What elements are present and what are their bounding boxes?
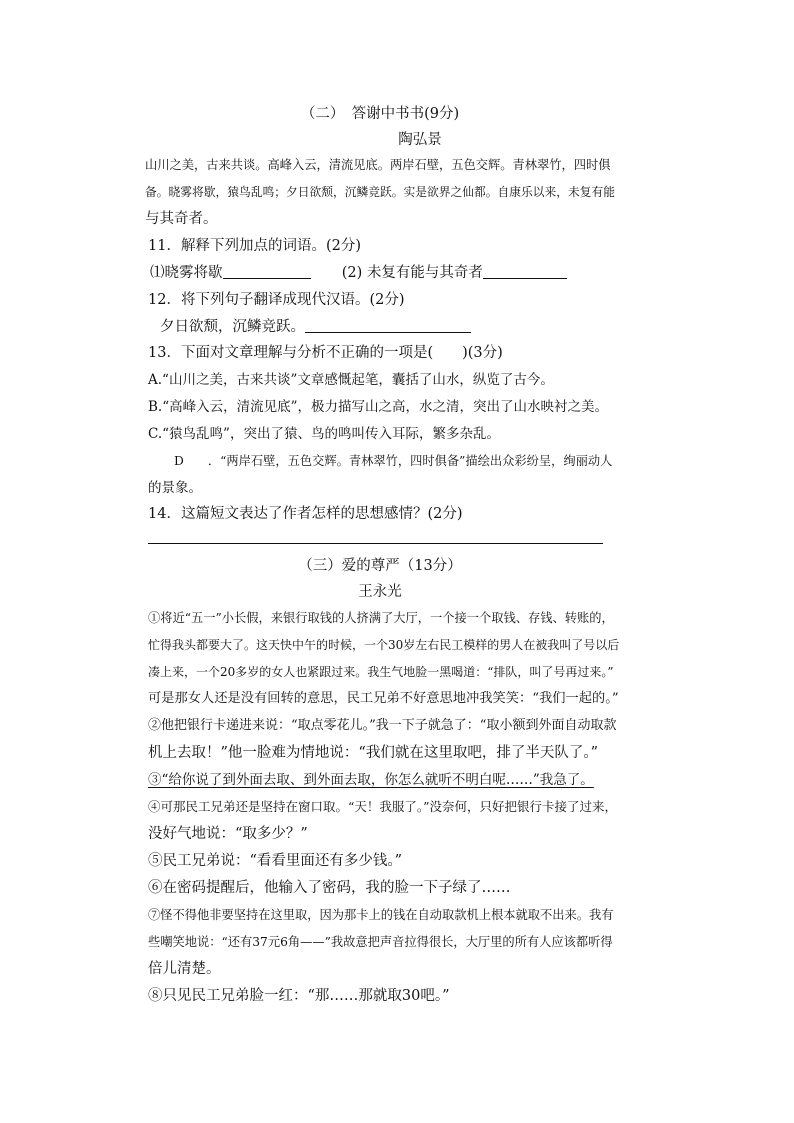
story-line-8: ④可那民工兄弟还是坚持在窗口取。“天！我服了。”没奈何，只好把银行卡接了过来， [148, 799, 618, 814]
question-13: 13．下面对文章理解与分析不正确的一项是( )(3分) [148, 345, 503, 361]
q11-item-a: ⑴晓雾将歇 [150, 265, 223, 281]
story-line-12: ⑦怪不得他非要坚持在这里取，因为那卡上的钱在自动取款机上根本就取不出来。我有 [148, 908, 614, 922]
story-line-13: 些嘲笑地说：“还有37元6角——”我故意把声音拉得很长，大厅里的所有人应该都听得 [148, 935, 613, 949]
q13-option-c[interactable]: C.“猿鸟乱鸣”，突出了猿、鸟的鸣叫传入耳际，繁多杂乱。 [148, 426, 500, 442]
q13-option-d-continued: 的景象。 [148, 480, 202, 496]
q13-option-a[interactable]: A.“山川之美，古来共谈”文章感慨起笔，囊括了山水，纵览了古今。 [148, 372, 554, 388]
passage-line-2: 备。晓雾将歇，猿鸟乱鸣；夕日欲颓，沉鳞竞跃。实是欲界之仙都。自康乐以来，未复有能 [145, 185, 615, 199]
story-line-6: 机上去取！”他一脸难为情地说：“我们就在这里取吧，排了半天队了。” [148, 745, 598, 761]
story-line-1: ①将近“五一”小长假，来银行取钱的人挤满了大厅，一个接一个取钱、存钱、转账的， [148, 611, 614, 625]
question-11-items [150, 263, 610, 283]
q13-option-d-text: ．“两岸石壁，五色交辉。青林翠竹，四时俱备”描绘出众彩纷呈，绚丽动人 [207, 454, 613, 468]
story-line-3: 凑上来，一个20多岁的女人也紧跟过来。我生气地脸一黑喝道：“排队，叫了号再过来。” [148, 665, 614, 679]
question-12: 12．将下列句子翻译成现代汉语。(2分) [148, 292, 405, 308]
story-line-4: 可是那女人还是没有回转的意思，民工兄弟不好意思地冲我笑笑：“我们一起的。” [148, 691, 619, 706]
story-line-2: 忙得我头都要大了。这天快中午的时候，一个30岁左右民工模样的男人在被我叫了号以后 [148, 638, 620, 652]
section2-author: 陶弘景 [398, 132, 442, 148]
story-line-5: ②他把银行卡递进来说：“取点零花儿。”我一下子就急了：“取小额到外面自动取款 [148, 718, 617, 733]
section3-title: （三）爱的尊严（13分） [298, 558, 462, 574]
q13-option-d[interactable] [174, 451, 614, 471]
q12-sentence: 夕日欲颓，沉鳞竞跃。 [160, 319, 305, 335]
story-line-7-underlined: ③“给你说了到外面去取、到外面去取，你怎么就听不明白呢……”我急了。 [148, 772, 594, 788]
story-line-9: 没好气地说：“取多少？” [148, 826, 308, 842]
passage-line-3: 与其奇者。 [145, 211, 218, 227]
q14-answer-line[interactable] [148, 543, 603, 544]
q13-option-d-label: D [174, 454, 184, 468]
question-11: 11．解释下列加点的词语。(2分) [148, 238, 361, 254]
q13-option-b[interactable]: B.“高峰入云，清流见底”，极力描写山之高，水之清，突出了山水映衬之美。 [148, 399, 609, 415]
q12-answer-blank[interactable] [305, 318, 471, 333]
story-line-15: ⑧只见民工兄弟脸一红：“那……那就取30吧。” [148, 988, 450, 1004]
q11-answer-blank-a[interactable] [223, 264, 311, 279]
question-14: 14．这篇短文表达了作者怎样的思想感情？(2分) [148, 506, 463, 522]
q11-item-b: (2) 未复有能与其奇者 [341, 265, 483, 281]
passage-line-1: 山川之美，古来共谈。高峰入云，清流见底。两岸石壁，五色交辉。青林翠竹，四时俱 [145, 158, 611, 172]
story-line-11: ⑥在密码提醒后，他输入了密码，我的脸一下子绿了…… [148, 880, 511, 896]
story-line-10: ⑤民工兄弟说：“看看里面还有多少钱。” [148, 853, 403, 869]
question-12-sentence-row [160, 317, 620, 337]
q11-answer-blank-b[interactable] [483, 264, 567, 279]
story-line-14: 倍儿清楚。 [148, 961, 221, 977]
section3-author: 王永光 [358, 584, 402, 600]
section2-title: （二） 答谢中书书(9分) [300, 106, 460, 122]
